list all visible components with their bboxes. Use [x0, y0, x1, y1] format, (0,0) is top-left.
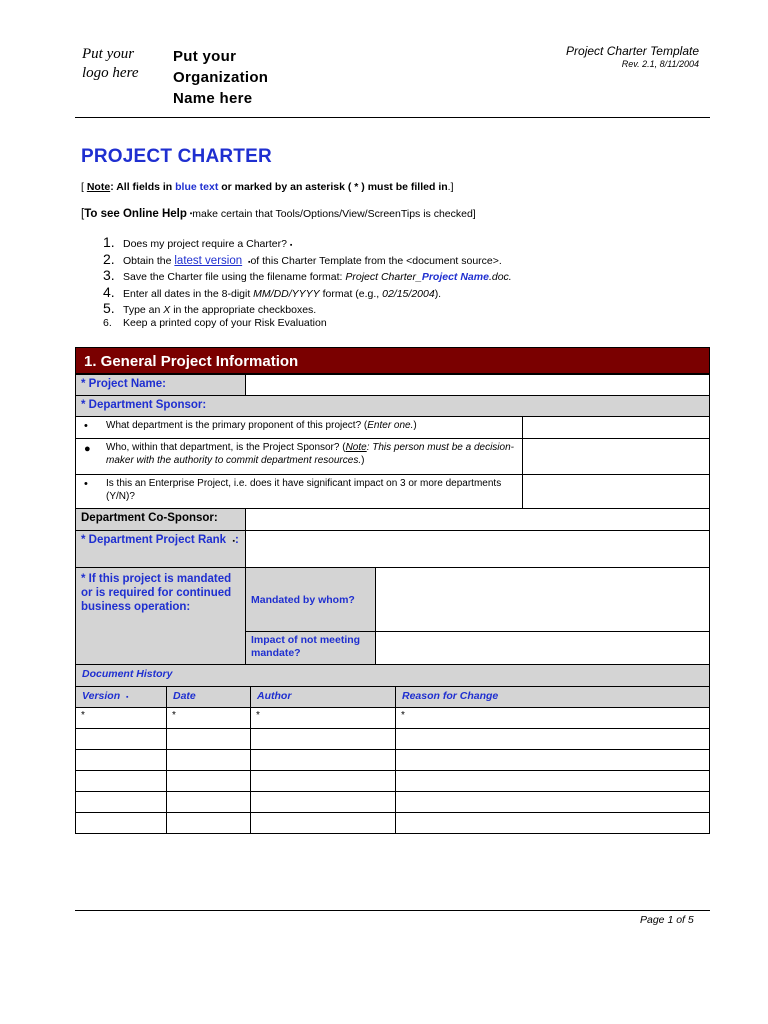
header-divider — [75, 117, 710, 118]
page-title: PROJECT CHARTER — [81, 146, 272, 167]
question-close: ) — [413, 420, 417, 431]
step-number: 1. — [103, 234, 115, 250]
co-sponsor-field[interactable] — [245, 508, 710, 531]
help-bracket: [ — [81, 208, 85, 220]
question-note: Note — [345, 442, 367, 453]
enterprise-project-field[interactable] — [522, 474, 710, 509]
history-cell[interactable] — [250, 728, 396, 750]
bullet-marker-icon: ▪ — [232, 538, 235, 545]
rank-label-suffix: : — [234, 534, 239, 546]
step-text-italic: X — [163, 304, 171, 317]
step-text-pre: Save the Charter file using the filename format: — [123, 271, 346, 284]
history-cell[interactable]: * — [166, 707, 251, 729]
history-cell[interactable] — [75, 770, 167, 792]
question-project-sponsor — [75, 438, 523, 475]
col-version-label: Version — [82, 690, 121, 702]
rank-label-text: * Department Project Rank — [81, 534, 227, 546]
history-cell[interactable]: * — [75, 707, 167, 729]
instruction-steps — [103, 234, 512, 331]
latest-version-link[interactable]: latest version — [174, 254, 243, 267]
project-name-token: Project Name — [421, 271, 489, 284]
mandated-by-label: Mandated by whom? — [245, 567, 376, 632]
fill-in-note — [81, 181, 454, 193]
step-text-italic: Project Charter_ — [345, 271, 422, 284]
step-item — [103, 251, 512, 268]
step-text-pre: Obtain the — [123, 254, 175, 267]
page-number: Page 1 of 5 — [640, 914, 694, 926]
history-cell[interactable] — [250, 812, 396, 834]
history-cell[interactable] — [75, 791, 167, 813]
organization-name — [173, 46, 268, 109]
step-text — [123, 288, 441, 300]
template-revision: Rev. 2.1, 8/11/2004 — [621, 59, 699, 69]
template-info — [566, 44, 699, 69]
question-close: ) — [361, 455, 365, 466]
col-date: Date — [166, 686, 251, 708]
template-title: Project Charter Template — [566, 44, 699, 58]
history-cell[interactable]: * — [250, 707, 396, 729]
history-cell[interactable]: * — [395, 707, 710, 729]
bullet-icon: • — [84, 478, 88, 490]
logo-line-2: logo here — [82, 65, 139, 81]
step-number: 4. — [103, 283, 115, 300]
step-text-mid: format (e.g., — [319, 287, 383, 300]
question-primary-department — [75, 416, 523, 439]
co-sponsor-label: Department Co-Sponsor: — [75, 508, 246, 531]
note-close: .] — [447, 181, 454, 193]
org-line-1: Put your — [173, 48, 237, 65]
history-cell[interactable] — [395, 728, 710, 750]
step-item — [103, 284, 512, 301]
step-text — [123, 304, 316, 316]
project-rank-field[interactable] — [245, 530, 710, 568]
step-text — [123, 271, 512, 283]
step-item — [103, 317, 512, 331]
step-text-post: .doc. — [488, 271, 512, 284]
history-cell[interactable] — [166, 770, 251, 792]
col-reason: Reason for Change — [395, 686, 710, 708]
logo-placeholder — [82, 45, 139, 83]
history-cell[interactable] — [75, 728, 167, 750]
mandated-by-field[interactable] — [375, 567, 710, 632]
section-header-general-info: 1. General Project Information — [75, 347, 710, 374]
history-cell[interactable] — [75, 749, 167, 771]
bullet-marker-icon: ▪ — [125, 694, 129, 701]
note-open: [ — [81, 181, 87, 193]
note-word: Note — [86, 181, 111, 193]
history-cell[interactable] — [395, 791, 710, 813]
history-cell[interactable] — [395, 749, 710, 771]
help-rest: make certain that Tools/Options/View/ScreenTips is checked] — [192, 208, 476, 220]
step-text-post: of this Charter Template from the <document source>. — [250, 254, 502, 267]
history-cell[interactable] — [395, 812, 710, 834]
logo-line-1: Put your — [82, 46, 135, 62]
department-sponsor-label: * Department Sponsor: — [75, 395, 710, 417]
note-text-2: or marked by an asterisk ( * ) must be filled in — [218, 181, 448, 193]
document-history-title: Document History — [75, 664, 710, 687]
history-cell[interactable] — [250, 749, 396, 771]
project-name-label: * Project Name: — [75, 374, 246, 396]
step-item — [103, 234, 512, 251]
bullet-icon: ● — [84, 443, 91, 455]
step-text-pre: Type an — [123, 304, 164, 317]
step-text-post: ). — [434, 287, 442, 300]
project-name-field[interactable] — [245, 374, 710, 396]
step-number: 3. — [103, 267, 115, 284]
bullet-icon: • — [84, 420, 88, 432]
step-number: 2. — [103, 250, 115, 267]
step-number: 6. — [103, 316, 112, 329]
note-text-1: : All fields in — [110, 181, 176, 193]
question-text: Who, within that department, is the Project Sponsor? ( — [106, 442, 346, 453]
question-text: What department is the primary proponent of this project? ( — [106, 420, 368, 431]
step-text: Keep a printed copy of your Risk Evaluation — [123, 316, 327, 329]
history-cell[interactable] — [166, 749, 251, 771]
history-cell[interactable] — [166, 728, 251, 750]
project-sponsor-field[interactable] — [522, 438, 710, 475]
history-cell[interactable] — [250, 791, 396, 813]
note-blue-text: blue text — [175, 181, 219, 193]
impact-field[interactable] — [375, 631, 710, 665]
mandated-label: * If this project is mandated or is required for continued business operation: — [75, 567, 246, 665]
history-cell[interactable] — [395, 770, 710, 792]
step-text-post: in the appropriate checkboxes. — [170, 304, 317, 317]
question-text: Is this an Enterprise Project, i.e. does it have significant impact on 3 or more departments (Y/N)? — [106, 478, 502, 502]
step-item — [103, 300, 512, 317]
question-italic: : This person must be a decision-maker with the authority to commit department resources. — [106, 442, 514, 466]
online-help-note — [81, 208, 476, 220]
step-number: 5. — [103, 300, 115, 317]
impact-label: Impact of not meeting mandate? — [245, 631, 376, 665]
step-text: Does my project require a Charter? — [123, 238, 287, 250]
col-version — [75, 686, 167, 708]
question-enterprise-project — [75, 474, 523, 509]
history-cell[interactable] — [166, 791, 251, 813]
history-cell[interactable] — [75, 812, 167, 834]
date-example: 02/15/2004 — [382, 287, 435, 300]
org-line-3: Name here — [173, 90, 253, 107]
step-item — [103, 267, 512, 284]
primary-department-field[interactable] — [522, 416, 710, 439]
bullet-marker-icon: ▪ — [289, 242, 293, 249]
date-format: MM/DD/YYYY — [253, 287, 320, 300]
footer-divider — [75, 910, 710, 911]
project-rank-label — [75, 530, 246, 568]
step-text — [123, 255, 502, 267]
question-italic: Enter one. — [367, 420, 414, 431]
history-cell[interactable] — [250, 770, 396, 792]
org-line-2: Organization — [173, 69, 269, 86]
bullet-marker-icon: ▪ — [189, 210, 193, 218]
help-bold: To see Online Help — [84, 208, 187, 220]
col-author: Author — [250, 686, 396, 708]
bullet-marker-icon: ▪ — [247, 258, 251, 266]
step-text-pre: Enter all dates in the 8-digit — [123, 287, 254, 300]
history-cell[interactable] — [166, 812, 251, 834]
